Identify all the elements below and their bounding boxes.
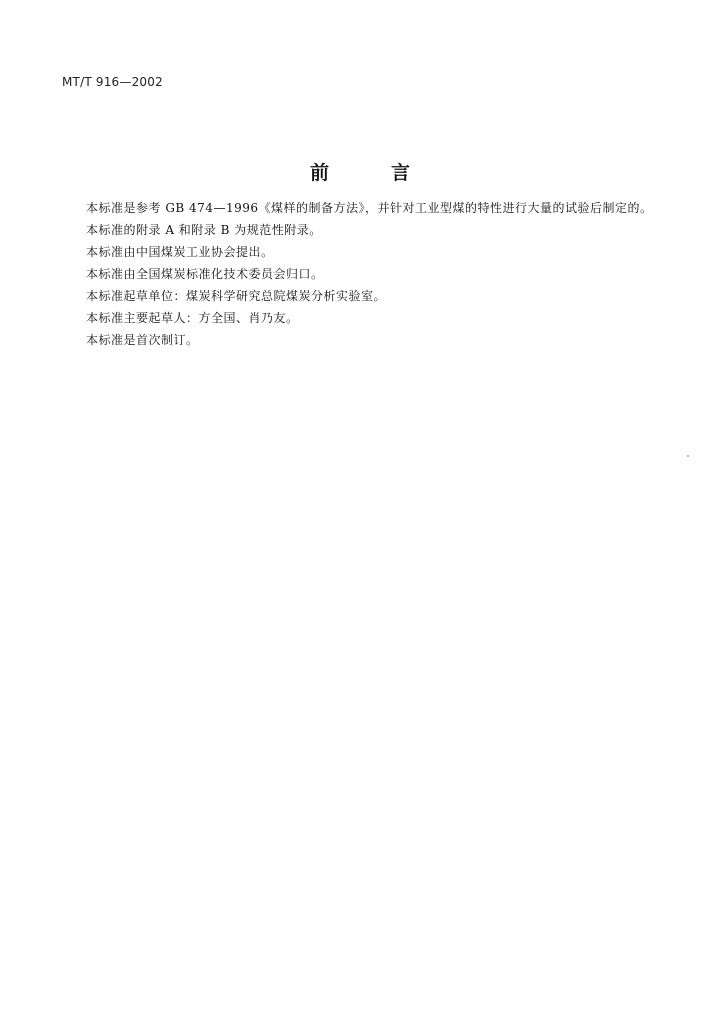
page-title [310, 158, 410, 185]
title-char-2: 言 [390, 162, 410, 184]
foreword-body [62, 197, 660, 351]
scan-speck [687, 455, 689, 457]
paragraph-committee: 本标准由全国煤炭标准化技术委员会归口。 [86, 267, 324, 281]
paragraph-drafting-unit: 本标准起草单位：煤炭科学研究总院煤炭分析实验室。 [86, 289, 387, 303]
paragraph-proposer: 本标准由中国煤炭工业协会提出。 [86, 245, 274, 259]
standard-code: MT/T 916—2002 [62, 75, 163, 89]
title-char-1: 前 [310, 162, 330, 184]
paragraph-first-edition: 本标准是首次制订。 [86, 333, 199, 347]
paragraph-drafters: 本标准主要起草人：方全国、肖乃友。 [86, 311, 299, 325]
paragraph-appendix: 本标准的附录 A 和附录 B 为规范性附录。 [86, 223, 322, 237]
paragraph-reference: 本标准是参考 GB 474—1996《煤样的制备方法》，并针对工业型煤的特性进行大量的试验后制定的。 [86, 201, 653, 215]
